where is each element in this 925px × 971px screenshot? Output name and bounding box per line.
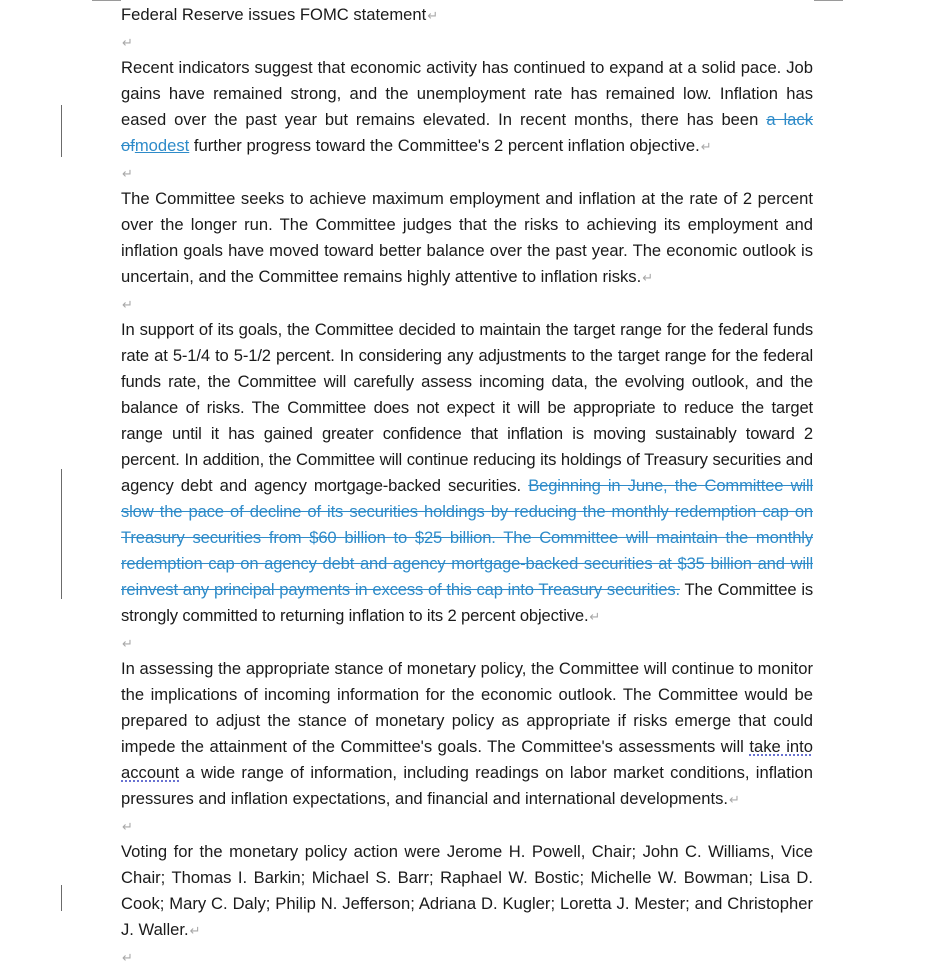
paragraph-mark-icon: ↵ bbox=[700, 139, 712, 154]
grammar-flag[interactable]: take into account bbox=[121, 737, 813, 782]
change-bar bbox=[61, 105, 62, 157]
empty-paragraph bbox=[121, 29, 813, 55]
change-bar bbox=[61, 469, 62, 599]
document-body[interactable] bbox=[121, 2, 813, 970]
paragraph-3: In support of its goals, the Committee decided to maintain the target range for the federal funds rate at 5-1/4 to 5-1/2 percent. In considering any adjustments to the target range for the federal funds rate, the Committee will carefully assess incoming data, the evolving outlook, and the balance of risks. The Committee does not expect it will be appropriate to reduce the target range until it has gained greater confidence that inflation is moving sustainably toward 2 percent. In addition, the Committee will continue reducing its holdings of Treasury securities and agency debt and agency mortgage-backed securities. Beginning in June, the Committee will slow the pace of decline of its securities holdings by reducing the monthly redemption cap on Treasury securities from $60 billion to $25 billion. The Committee will maintain the monthly redemption cap on agency debt and agency mortgage-backed securities at $35 billion and will reinvest any principal payments in excess of this cap into Treasury securities. The Committee is strongly committed to returning inflation to its 2 percent objective.↵ bbox=[121, 320, 814, 625]
empty-paragraph bbox=[121, 291, 813, 317]
paragraph-5: Voting for the monetary policy action were Jerome H. Powell, Chair; John C. Williams, Vice Chair; Thomas I. Barkin; Michael S. Barr; Raphael W. Bostic; Michelle W. Bowman; Lisa D. Cook; Mary C. Daly; Philip N. Jefferson; Adriana D. Kugler; Loretta J. Mester; and Christopher J. Waller.↵ bbox=[121, 842, 813, 939]
paragraph-mark-icon: ↵ bbox=[642, 270, 654, 285]
page-corner-mark-left bbox=[92, 0, 121, 1]
page-corner-mark-right bbox=[814, 0, 843, 1]
paragraph-mark-icon: ↵ bbox=[122, 35, 133, 50]
paragraph-mark-icon: ↵ bbox=[589, 609, 601, 624]
paragraph-mark-icon: ↵ bbox=[122, 950, 133, 965]
paragraph-2: The Committee seeks to achieve maximum employment and inflation at the rate of 2 percent over the longer run. The Committee judges that the risks to achieving its employment and inflation goals have moved toward better balance over the past year. The economic outlook is uncertain, and the Committee remains highly attentive to inflation risks.↵ bbox=[121, 189, 813, 286]
empty-paragraph bbox=[121, 944, 813, 970]
document-title: Federal Reserve issues FOMC statement↵ bbox=[121, 5, 439, 24]
paragraph-mark-icon: ↵ bbox=[122, 636, 133, 651]
paragraph-4: In assessing the appropriate stance of monetary policy, the Committee will continue to monitor the implications of incoming information for the economic outlook. The Committee would be prepared to adjust the stance of monetary policy as appropriate if risks emerge that could impede the attainment of the Committee's goals. The Committee's assessments will take into account a wide range of information, including readings on labor market conditions, inflation pressures and inflation expectations, and financial and international developments.↵ bbox=[121, 659, 813, 808]
tracked-deletion[interactable]: a lack of bbox=[121, 110, 813, 155]
paragraph-mark-icon: ↵ bbox=[122, 166, 133, 181]
tracked-insertion[interactable]: modest bbox=[134, 136, 190, 155]
empty-paragraph bbox=[121, 630, 813, 656]
paragraph-mark-icon: ↵ bbox=[729, 792, 740, 807]
empty-paragraph bbox=[121, 160, 813, 186]
change-bar bbox=[61, 885, 62, 911]
paragraph-1: Recent indicators suggest that economic activity has continued to expand at a solid pace. Job gains have remained strong, and the unemployment rate has remained low. Inflation has eased over the past year but remains elevated. In recent months, there has been a lack ofmodest further progress toward the Committee's 2 percent inflation objective.↵ bbox=[121, 58, 813, 155]
paragraph-mark-icon: ↵ bbox=[122, 819, 133, 834]
paragraph-mark-icon: ↵ bbox=[189, 923, 201, 938]
empty-paragraph bbox=[121, 813, 813, 839]
paragraph-mark-icon: ↵ bbox=[122, 297, 133, 312]
paragraph-mark-icon: ↵ bbox=[427, 8, 439, 23]
tracked-deletion[interactable]: Beginning in June, the Committee will slow the pace of decline of its securities holdings by reducing the monthly redemption cap on Treasury securities from $60 billion to $25 billion. The Committee will maintain the monthly redemption cap on agency debt and agency mortgage-backed securities at $35 billion and will reinvest any principal payments in excess of this cap into Treasury securities. bbox=[121, 476, 814, 599]
